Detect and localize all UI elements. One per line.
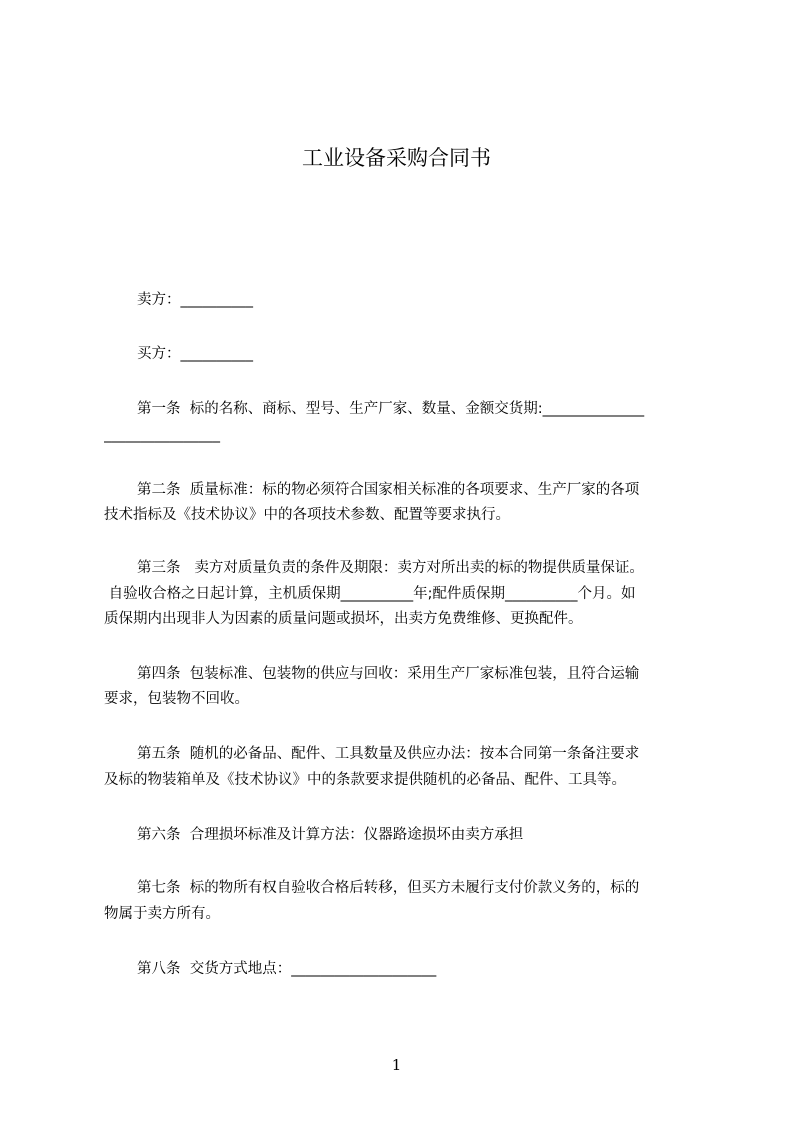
article-2-line-1: 第二条 质量标准：标的物必须符合国家相关标准的各项要求、生产厂家的各项 [137,482,640,498]
document-title: 工业设备采购合同书 [302,146,491,170]
article-4-line-1: 第四条 包装标准、包装物的供应与回收：采用生产厂家标准包装，且符合运输 [137,666,640,682]
article-3-line-3: 质保期内出现非人为因素的质量问题或损坏，出卖方免费维修、更换配件。 [104,611,583,627]
article-2-line-2: 技术指标及《技术协议》中的各项技术参数、配置等要求执行。 [104,507,510,523]
buyer-line: 买方：__________ [137,346,253,362]
seller-line: 卖方：__________ [137,292,253,308]
article-5-line-2: 及标的物装箱单及《技术协议》中的条款要求提供随机的必备品、配件、工具等。 [104,772,626,788]
article-4-line-2: 要求，包装物不回收。 [104,691,249,707]
article-5-line-1: 第五条 随机的必备品、配件、工具数量及供应办法：按本合同第一条备注要求 [137,746,640,762]
article-3-line-2: 自验收合格之日起计算，主机质保期__________年;配件质保期__________个月。如 [104,586,636,602]
article-8-line-1: 第八条 交货方式地点：____________________ [137,961,437,977]
article-6-line-1: 第六条 合理损坏标准及计算方法：仪器路途损坏由卖方承担 [137,827,524,843]
page-number: 1 [391,1056,402,1074]
article-1-line-2: ________________ [104,427,220,443]
article-3-line-1: 第三条 卖方对质量负责的条件及期限：卖方对所出卖的标的物提供质量保证。 [137,560,644,576]
article-7-line-2: 物属于卖方所有。 [104,906,220,922]
article-1-line-1: 第一条 标的名称、商标、型号、生产厂家、数量、金额交货期:______________ [137,401,645,417]
article-7-line-1: 第七条 标的物所有权自验收合格后转移，但买方未履行支付价款义务的，标的 [137,880,640,896]
